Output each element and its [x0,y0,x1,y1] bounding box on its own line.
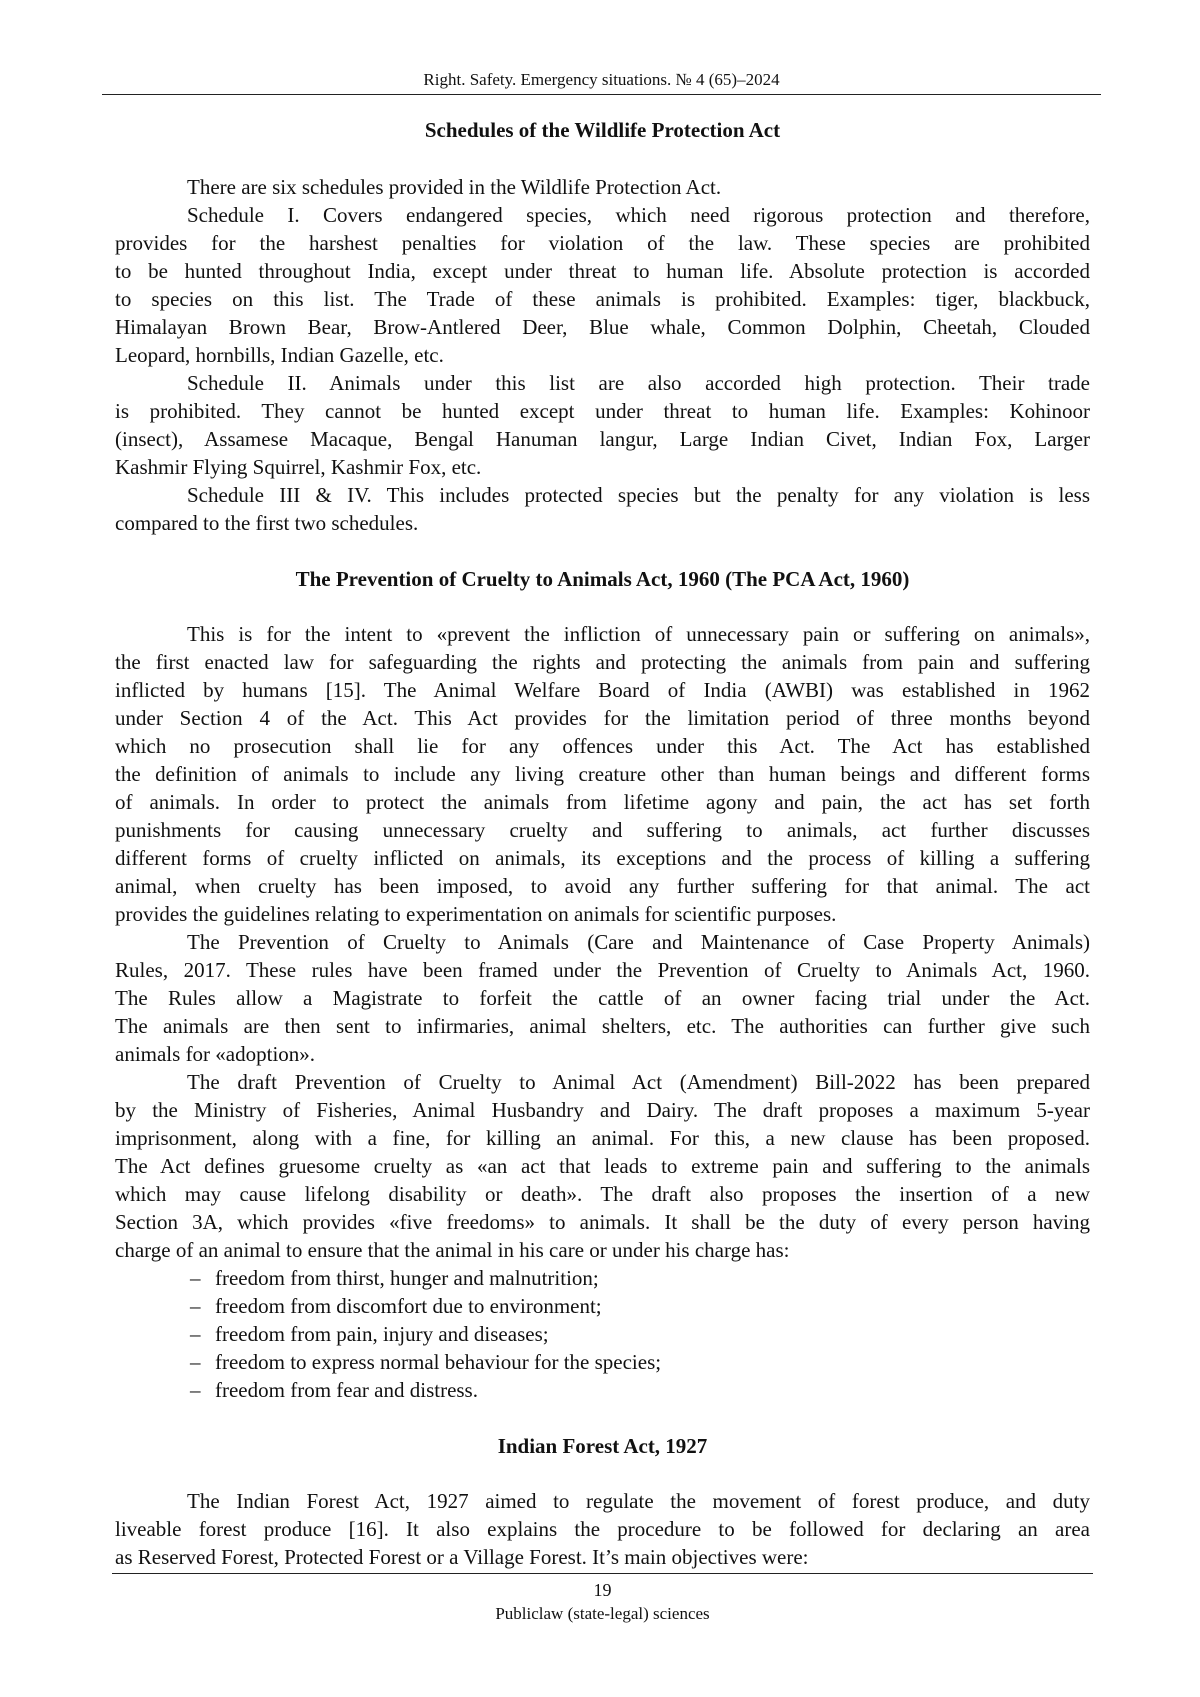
text-line: Kashmir Flying Squirrel, Kashmir Fox, etc. [115,455,482,479]
text-line: There are six schedules provided in the Wildlife Protection Act. [187,175,722,199]
text-line: Section 3A, which provides «five freedoms» to animals. It shall be the duty of every person having [115,1210,1090,1234]
text-line: by the Ministry of Fisheries, Animal Husbandry and Dairy. The draft proposes a maximum 5-year [115,1098,1090,1122]
list-item-text: freedom from thirst, hunger and malnutrition; [215,1266,599,1290]
section-heading: Schedules of the Wildlife Protection Act [424,118,781,142]
text-line: which no prosecution shall lie for any offences under this Act. The Act has established [115,734,1090,758]
paragraph [115,201,1090,369]
text-line: under Section 4 of the Act. This Act provides for the limitation period of three months beyond [115,706,1090,730]
text-line: The Indian Forest Act, 1927 aimed to regulate the movement of forest produce, and duty [187,1489,1090,1513]
dash-bullet-icon: – [190,1378,201,1402]
text-line: The Rules allow a Magistrate to forfeit the cattle of an owner facing trial under the Act. [115,986,1090,1010]
text-line: as Reserved Forest, Protected Forest or a Village Forest. It’s main objectives were: [115,1545,809,1569]
text-line: to be hunted throughout India, except under threat to human life. Absolute protection is accorded [115,259,1090,283]
list-item-text: freedom from pain, injury and diseases; [215,1322,549,1346]
bullet-list [115,1264,1090,1404]
text-line: Himalayan Brown Bear, Brow-Antlered Deer, Blue whale, Common Dolphin, Cheetah, Clouded [115,315,1090,339]
page-body [115,116,1090,1571]
text-line: charge of an animal to ensure that the animal in his care or under his charge has: [115,1238,790,1262]
dash-bullet-icon: – [190,1350,201,1374]
dash-bullet-icon: – [190,1266,201,1290]
text-line: The animals are then sent to infirmaries, animal shelters, etc. The authorities can further give such [115,1014,1090,1038]
text-line: the first enacted law for safeguarding the rights and protecting the animals from pain and suffering [115,650,1090,674]
section-heading: Indian Forest Act, 1927 [497,1434,708,1458]
text-line: Rules, 2017. These rules have been framed under the Prevention of Cruelty to Animals Act, 1960. [115,958,1090,982]
page-number: 19 [593,1580,612,1600]
text-line: provides for the harshest penalties for violation of the law. These species are prohibited [115,231,1090,255]
text-line: Schedule II. Animals under this list are also accorded high protection. Their trade [187,371,1090,395]
text-line: Schedule I. Covers endangered species, which need rigorous protection and therefore, [187,203,1090,227]
text-line: The Prevention of Cruelty to Animals (Care and Maintenance of Case Property Animals) [187,930,1090,954]
list-item-text: freedom from fear and distress. [215,1378,478,1402]
list-item-text: freedom to express normal behaviour for the species; [215,1350,662,1374]
list-item [115,1348,1090,1376]
text-line: animal, when cruelty has been imposed, to avoid any further suffering for that animal. The act [115,874,1090,898]
text-line: inflicted by humans [15]. The Animal Welfare Board of India (AWBI) was established in 1962 [115,678,1090,702]
text-line: of animals. In order to protect the animals from lifetime agony and pain, the act has set forth [115,790,1090,814]
paragraph [115,173,1090,201]
list-item-text: freedom from discomfort due to environment; [215,1294,602,1318]
list-item [115,1320,1090,1348]
text-line: Leopard, hornbills, Indian Gazelle, etc. [115,343,444,367]
list-item [115,1292,1090,1320]
text-line: punishments for causing unnecessary cruelty and suffering to animals, act further discusses [115,818,1090,842]
text-line: The draft Prevention of Cruelty to Animal Act (Amendment) Bill-2022 has been prepared [187,1070,1090,1094]
text-line: liveable forest produce [16]. It also explains the procedure to be followed for declaring an area [115,1517,1090,1541]
paragraph [115,369,1090,481]
text-line: provides the guidelines relating to experimentation on animals for scientific purposes. [115,902,837,926]
list-item [115,1376,1090,1404]
paragraph [115,1487,1090,1571]
text-line: The Act defines gruesome cruelty as «an act that leads to extreme pain and suffering to the animals [115,1154,1090,1178]
text-line: imprisonment, along with a fine, for killing an animal. For this, a new clause has been proposed. [115,1126,1090,1150]
text-line: compared to the first two schedules. [115,511,419,535]
running-head: Right. Safety. Emergency situations. № 4 (65)–2024 [423,70,780,89]
journal-section-title: Publiclaw (state-legal) sciences [495,1604,710,1623]
section-heading: The Prevention of Cruelty to Animals Act, 1960 (The PCA Act, 1960) [295,567,910,591]
list-item [115,1264,1090,1292]
text-line: different forms of cruelty inflicted on animals, its exceptions and the process of killing a suffering [115,846,1090,870]
paragraph [115,928,1090,1068]
footer-rule [112,1573,1093,1574]
dash-bullet-icon: – [190,1322,201,1346]
text-line: This is for the intent to «prevent the infliction of unnecessary pain or suffering on animals», [187,622,1090,646]
text-line: the definition of animals to include any living creature other than human beings and different forms [115,762,1090,786]
text-line: is prohibited. They cannot be hunted except under threat to human life. Examples: Kohinoor [115,399,1090,423]
paragraph [115,620,1090,928]
text-line: to species on this list. The Trade of these animals is prohibited. Examples: tiger, blackbuck, [115,287,1090,311]
text-line: which may cause lifelong disability or death». The draft also proposes the insertion of a new [115,1182,1090,1206]
text-line: (insect), Assamese Macaque, Bengal Hanuman langur, Large Indian Civet, Indian Fox, Larger [115,427,1090,451]
text-line: Schedule III & IV. This includes protected species but the penalty for any violation is less [187,483,1090,507]
header-rule [102,94,1101,95]
paragraph [115,1068,1090,1264]
dash-bullet-icon: – [190,1294,201,1318]
text-line: animals for «adoption». [115,1042,316,1066]
paragraph [115,481,1090,537]
